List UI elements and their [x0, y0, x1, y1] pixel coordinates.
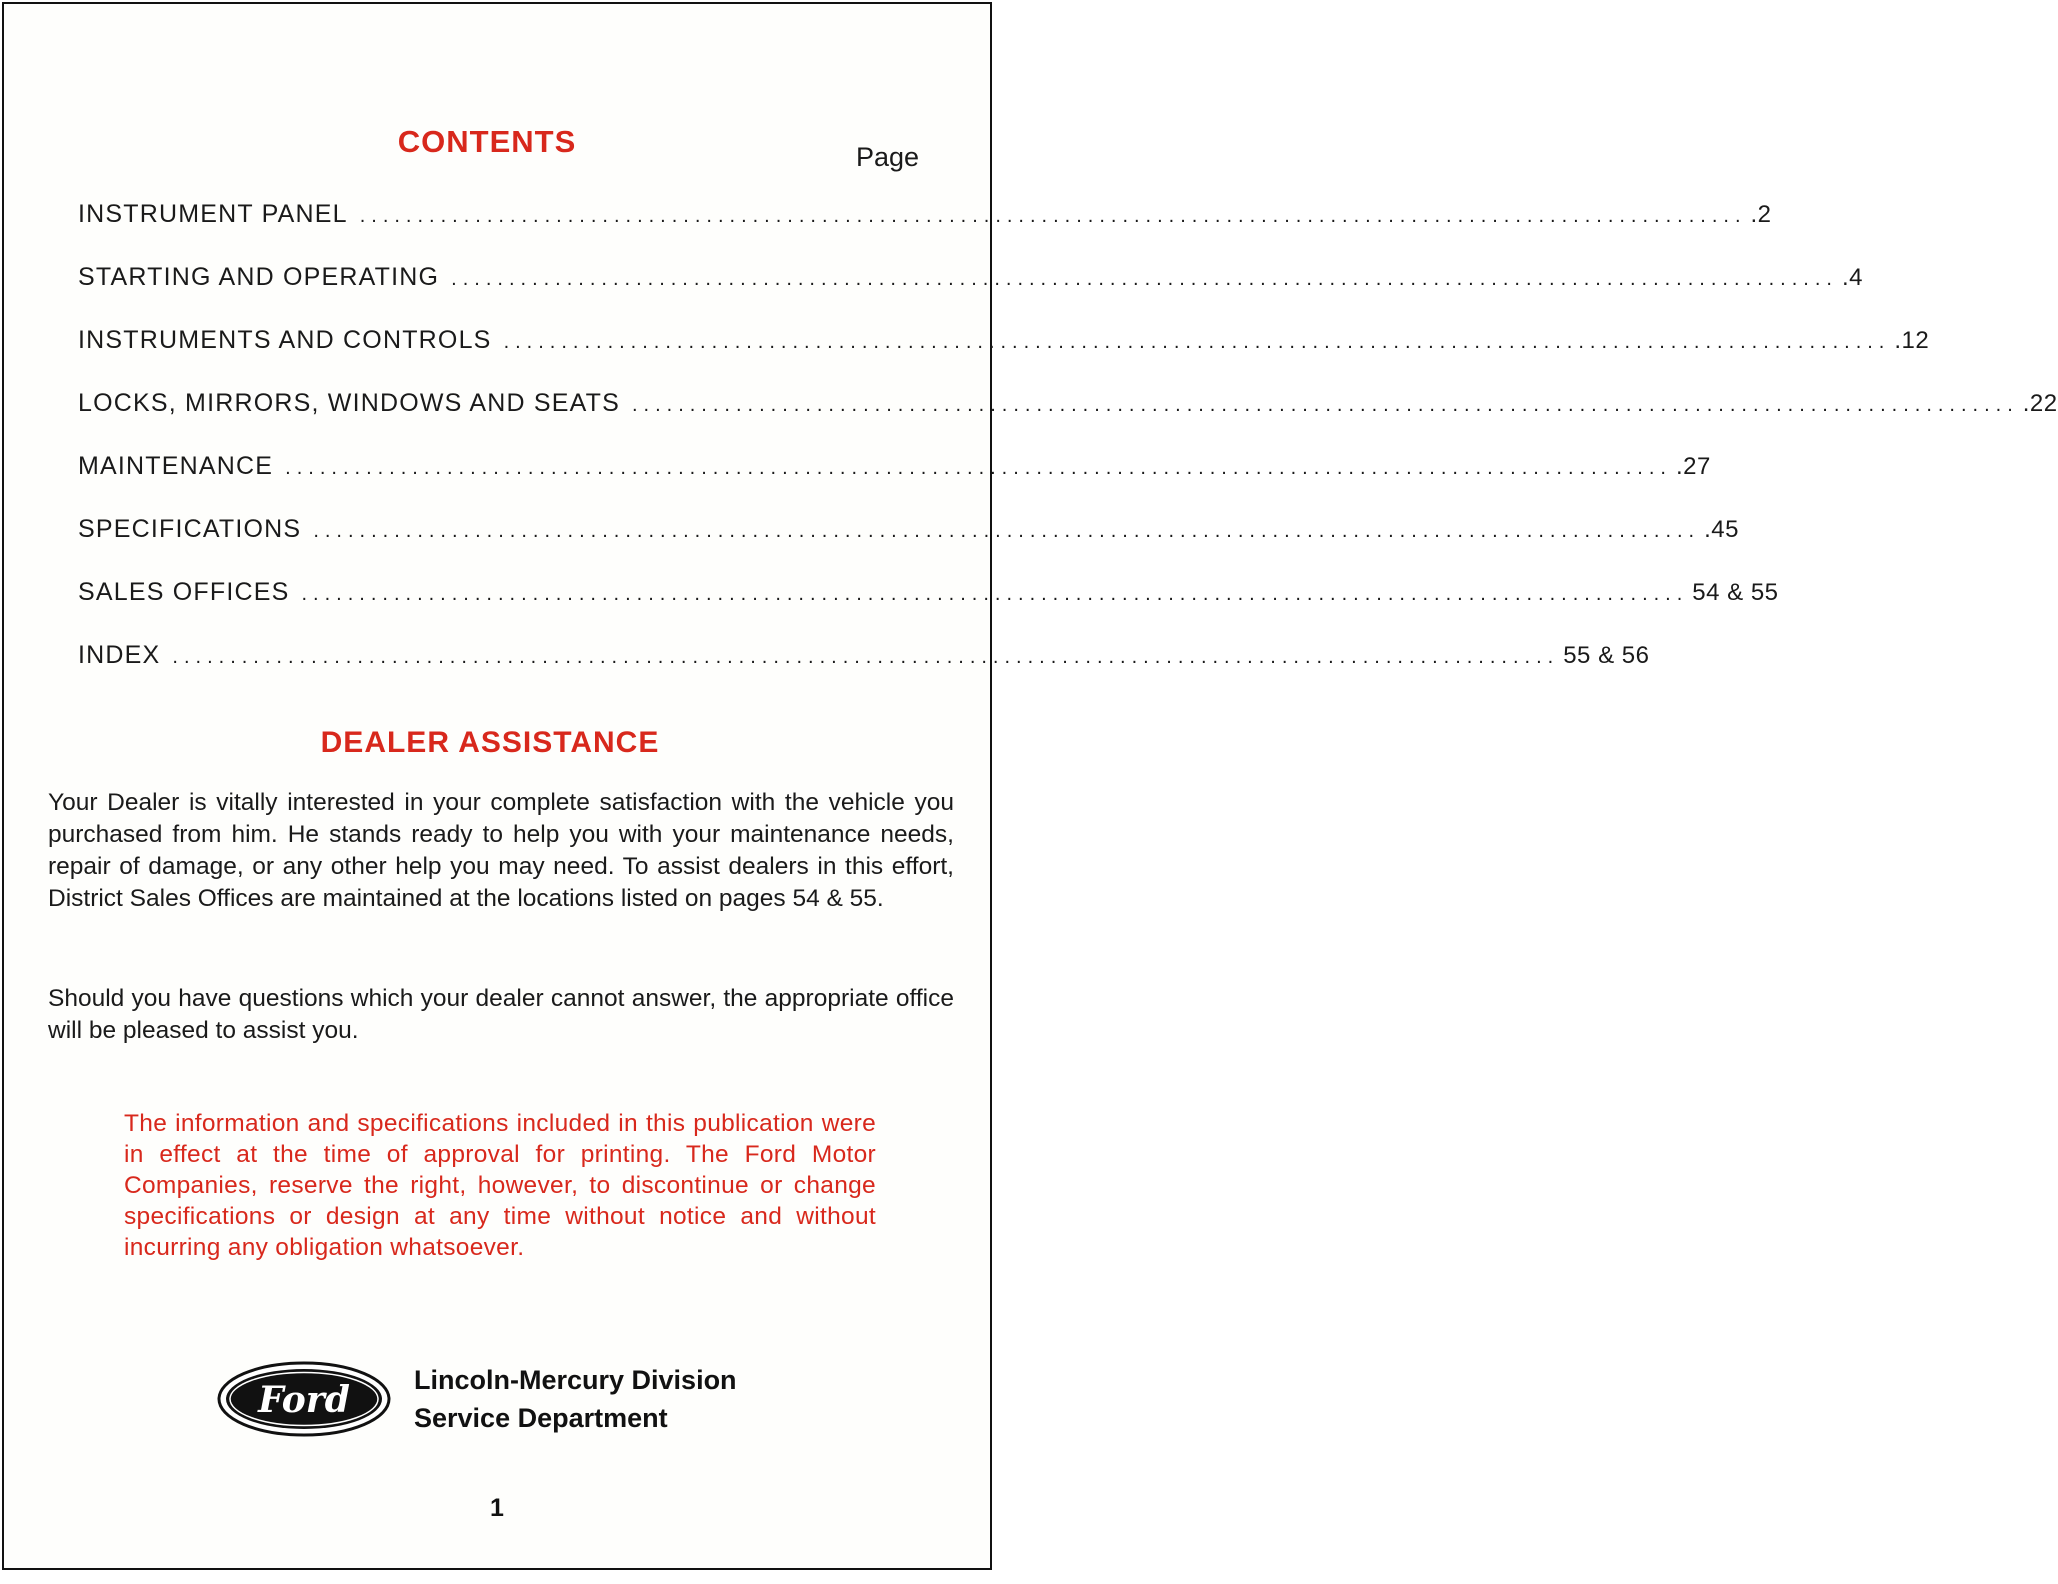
division-name: Lincoln-Mercury Division [414, 1365, 737, 1395]
toc-entry[interactable] [78, 326, 1930, 389]
dot-leader: ........................................................................................................................ [451, 268, 1838, 290]
dealer-paragraph-2: Should you have questions which your dealer cannot answer, the appropriate office will be pleased to assist you. [48, 985, 954, 1044]
dealer-assistance-heading: DEALER ASSISTANCE [320, 726, 660, 759]
toc-entry[interactable] [78, 263, 1863, 326]
specifications-notice: The information and specifications included in this publication were in effect at the time of approval for printing. The Ford Motor Companies, reserve the right, however, to discontinue or change specifications or design at any time without notice and without incurring any obligation whatsoever. [124, 1110, 876, 1261]
dot-leader: ........................................................................................................................ [359, 205, 1747, 227]
table-of-contents [78, 200, 2058, 704]
department-name: Service Department [414, 1403, 668, 1433]
dot-leader: ........................................................................................................................ [503, 331, 1891, 353]
dot-leader: ........................................................................................................................ [172, 646, 1560, 668]
toc-entry-title: INSTRUMENTS AND CONTROLS [78, 326, 492, 354]
dot-leader: ........................................................................................................................ [285, 457, 1672, 479]
ford-logo [216, 1360, 392, 1438]
manual-page [2, 2, 2058, 1570]
toc-entry-page: .4 [1841, 264, 1863, 291]
dot-leader: ........................................................................................................................ [301, 583, 1689, 605]
contents-heading: CONTENTS [397, 124, 577, 159]
toc-entry[interactable] [78, 389, 2058, 452]
toc-entry-title: SPECIFICATIONS [78, 515, 302, 543]
dot-leader: ........................................................................................................................ [313, 520, 1701, 542]
toc-entry[interactable] [78, 641, 1650, 704]
toc-entry[interactable] [78, 452, 1711, 515]
toc-entry-page: 55 & 56 [1563, 642, 1650, 669]
toc-entry-title: STARTING AND OPERATING [78, 263, 440, 291]
toc-entry-title: MAINTENANCE [78, 452, 274, 480]
toc-entry[interactable] [78, 200, 1772, 263]
toc-entry-page: .45 [1704, 516, 1739, 543]
division-block [414, 1361, 737, 1437]
toc-entry-page: 54 & 55 [1692, 579, 1779, 606]
dot-leader: ........................................................................................................................ [631, 394, 2019, 416]
ford-logo-wordmark: Ford [258, 1379, 350, 1421]
toc-entry-page: .12 [1894, 327, 1930, 354]
toc-entry-page: .22 [2022, 390, 2058, 417]
toc-entry-title: LOCKS, MIRRORS, WINDOWS AND SEATS [78, 389, 620, 417]
toc-entry-page: .27 [1675, 453, 1711, 480]
toc-entry-title: INSTRUMENT PANEL [78, 200, 348, 228]
toc-entry[interactable] [78, 515, 1739, 578]
toc-entry-title: INDEX [78, 641, 161, 669]
dealer-paragraph-1: Your Dealer is vitally interested in your complete satisfaction with the vehicle you purchased from him. He stands ready to help you with your maintenance needs, repair of damage, or any other help you may need. To assist dealers in this effort, District Sales Offices are maintained at the locations listed on pages 54 & 55. [48, 789, 954, 912]
page-number: 1 [490, 1494, 504, 1522]
page-column-label: Page [856, 142, 920, 172]
toc-entry-title: SALES OFFICES [78, 578, 290, 606]
toc-entry-page: .2 [1750, 201, 1772, 228]
toc-entry[interactable] [78, 578, 1779, 641]
footer-brand [216, 1360, 737, 1438]
